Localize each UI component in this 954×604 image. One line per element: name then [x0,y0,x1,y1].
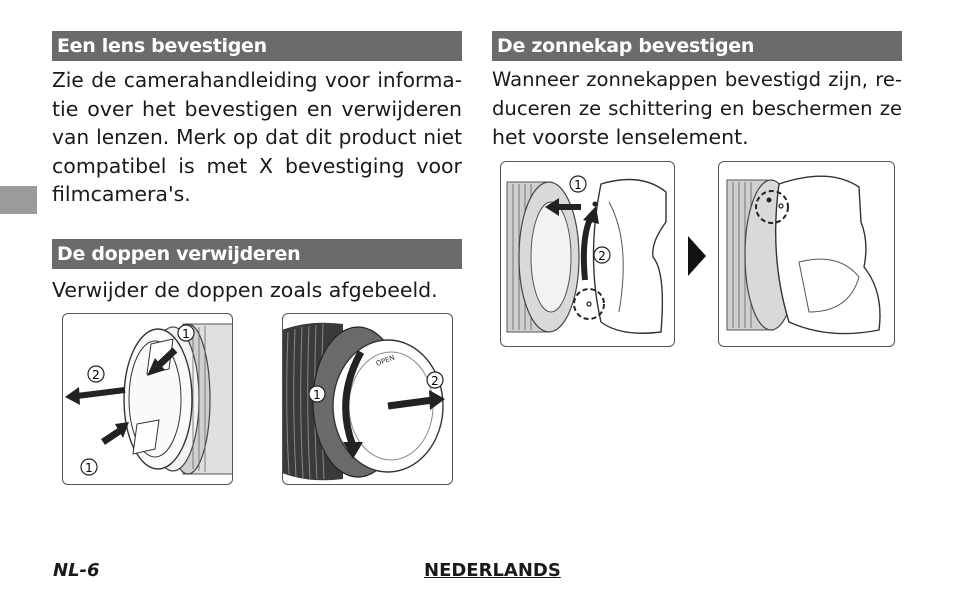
step-1-badge [309,386,325,402]
text-line: van lenzen. Merk op dat dit product niet [52,125,462,149]
section-header-attach-lens [52,31,462,61]
text-line: duceren ze schittering en beschermen ze [492,96,902,120]
paragraph-lens-hood [492,66,902,152]
step-2-badge [88,366,104,382]
front-cap-illustration [63,314,233,485]
figure-front-cap-removal [62,313,233,485]
svg-text:2: 2 [598,249,606,263]
text-line: het voorste lenselement. [492,125,749,149]
text-line: tie over het bevestigen en verwijderen [52,96,462,121]
page-number: NL-6 [53,560,100,581]
paragraph-remove-caps [52,276,462,305]
step-1-badge [570,176,586,192]
svg-text:1: 1 [574,178,582,192]
side-tab-marker [0,186,37,214]
cap-open-label: OPEN [374,353,396,368]
svg-text:2: 2 [92,368,100,382]
hood-attach-illustration [501,162,675,347]
figure-hood-attach-step [500,161,675,347]
rear-cap-illustration [283,314,453,485]
figure-hood-attached [718,161,895,347]
text-line: Zie de camerahandleiding voor informa- [52,68,462,92]
svg-text:1: 1 [85,461,93,475]
svg-text:2: 2 [431,374,439,388]
section-title: De zonnekap bevestigen [497,35,755,57]
text-line: filmcamera's. [52,182,191,206]
paragraph-attach-lens [52,66,462,209]
step-2-badge [594,247,610,263]
section-header-lens-hood [492,31,902,61]
section-title: De doppen verwijderen [57,243,301,265]
step-1-badge-bottom [81,459,97,475]
step-1-badge-top [178,325,194,341]
language-label: NEDERLANDS [424,560,561,581]
step-2-badge [427,372,443,388]
svg-text:1: 1 [313,388,321,402]
text-line: Wanneer zonnekappen bevestigd zijn, re- [492,68,902,91]
hood-attached-illustration [719,162,895,347]
text-line: Verwijder de doppen zoals afgebeeld. [52,278,438,302]
section-title: Een lens bevestigen [57,35,267,57]
section-header-remove-caps [52,239,462,269]
triangle-right-icon [686,234,708,278]
text-line: compatibel is met X bevestiging voor [52,153,462,178]
figure-rear-cap-removal [282,313,453,485]
svg-text:1: 1 [182,327,190,341]
